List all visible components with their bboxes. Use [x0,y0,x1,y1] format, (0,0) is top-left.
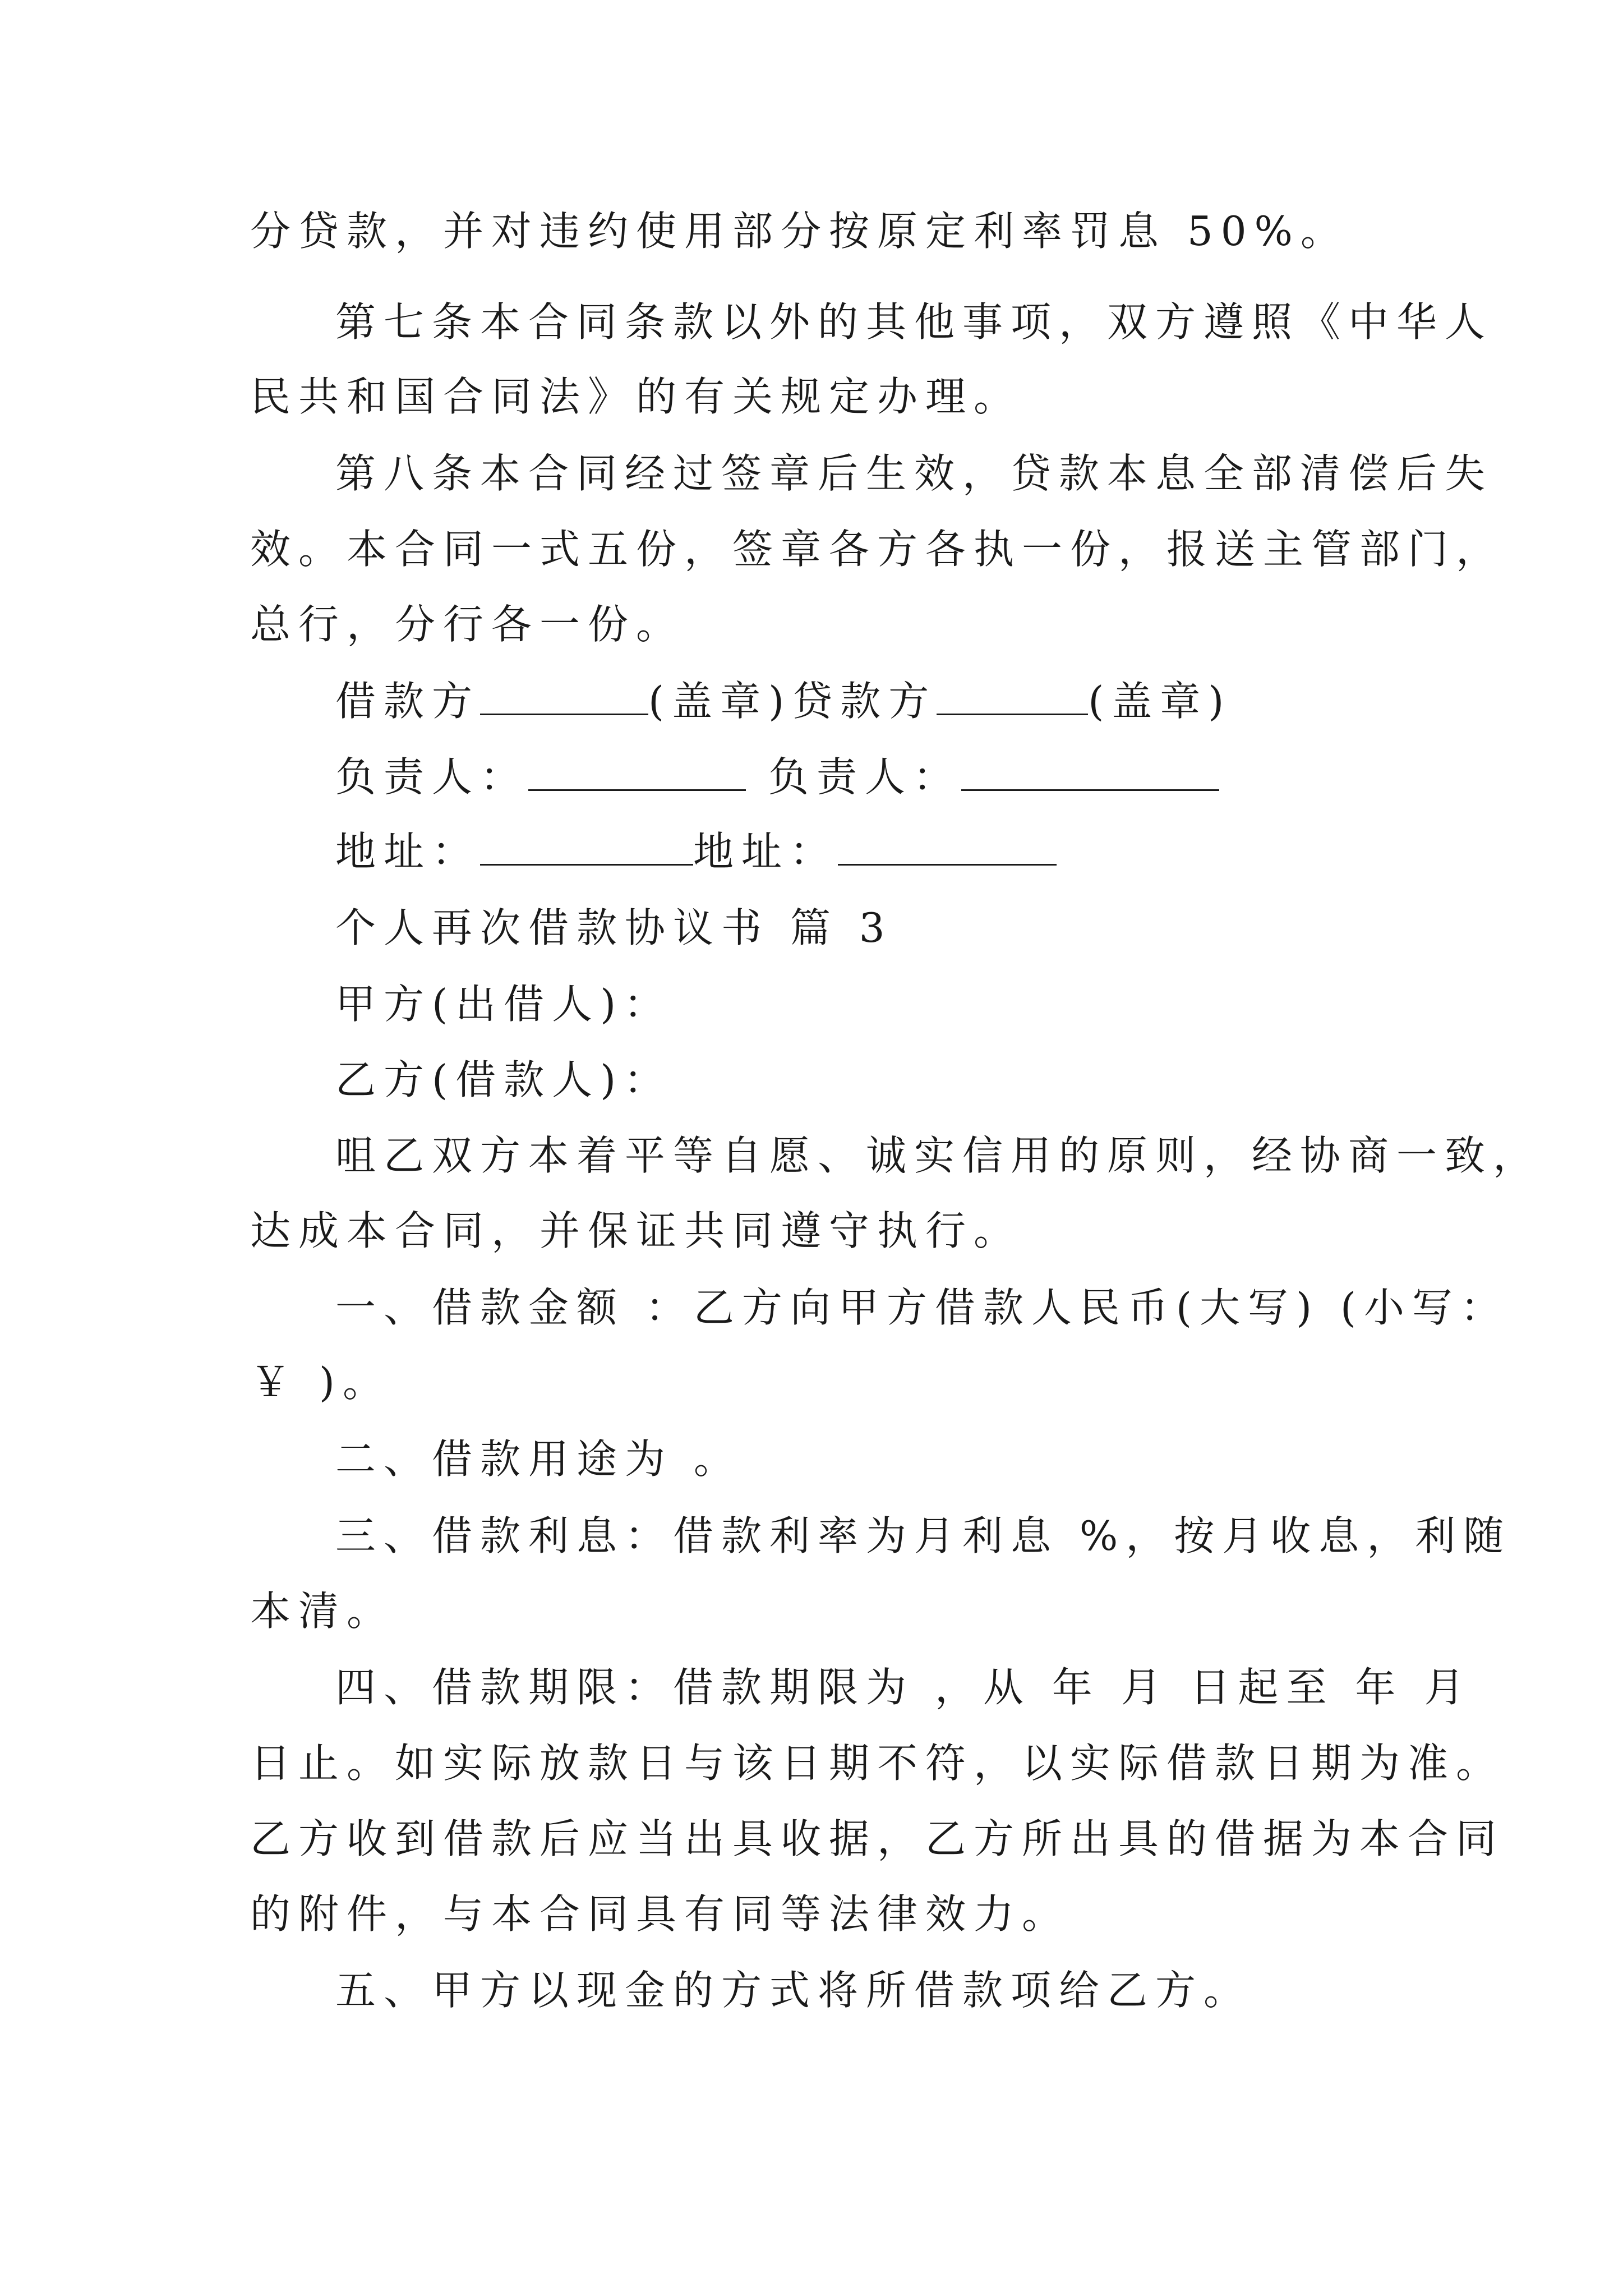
document-page [250,0,1542,2296]
borrower-seal: (盖章) [648,678,792,725]
signature-row-parties [335,673,1232,729]
responsible-blank-1 [528,752,746,791]
address-label-2: 地址： [693,828,838,875]
text-line: 本清。 [250,1588,395,1635]
lender-blank [937,677,1088,715]
responsible-label-1: 负责人： [335,753,529,800]
address-blank-1 [480,827,693,866]
signature-row-address [335,823,1057,880]
text-line: 的附件，与本合同具有同等法律效力。 [250,1890,1071,1938]
address-blank-2 [838,827,1057,866]
text-line: 三、借款利息：借款利率为月利息 %，按月收息，利随 [335,1512,1512,1559]
text-line: 五、甲方以现金的方式将所借款项给乙方。 [335,1967,1252,2014]
text-line: 第八条本合同经过签章后生效，贷款本息全部清偿后失 [335,450,1493,497]
text-line: 效。本合同一式五份，签章各方各执一份，报送主管部门， [250,526,1505,573]
borrower-blank [480,677,648,715]
party-a: 甲方(出借人)： [335,981,672,1028]
text-line: 一、借款金额 ：乙方向甲方借款人民币(大写) (小写： [335,1284,1509,1331]
lender-seal: (盖章) [1088,678,1232,725]
text-line: 总行，分行各一份。 [250,601,685,648]
responsible-label-2: 负责人： [768,753,962,800]
text-line: ￥ )。 [250,1359,391,1406]
text-line: 分贷款，并对违约使用部分按原定利率罚息 50%。 [250,208,1349,255]
text-line: 达成本合同，并保证共同遵守执行。 [250,1207,1022,1254]
text-line: 四、借款期限：借款期限为 ，从 年 月 日起至 年 月 [335,1664,1473,1711]
borrower-label: 借款方 [335,678,481,725]
section-title: 个人再次借款协议书 篇 3 [335,904,893,951]
text-line: 二、借款用途为 。 [335,1435,742,1483]
text-line: 乙方收到借款后应当出具收据，乙方所出具的借据为本合同 [250,1815,1505,1862]
responsible-blank-2 [961,752,1219,791]
text-line: 第七条本合同条款以外的其他事项，双方遵照《中华人 [335,298,1493,346]
lender-label: 贷款方 [792,678,937,725]
text-line: 日止。如实际放款日与该日期不符，以实际借款日期为准。 [250,1740,1505,1787]
text-line: 咀乙双方本着平等自愿、诚实信用的原则，经协商一致， [335,1132,1542,1179]
text-line: 民共和国合同法》的有关规定办理。 [250,373,1022,420]
signature-row-responsible [335,749,1219,805]
party-b: 乙方(借款人)： [335,1056,672,1103]
address-label-1: 地址： [335,828,481,875]
